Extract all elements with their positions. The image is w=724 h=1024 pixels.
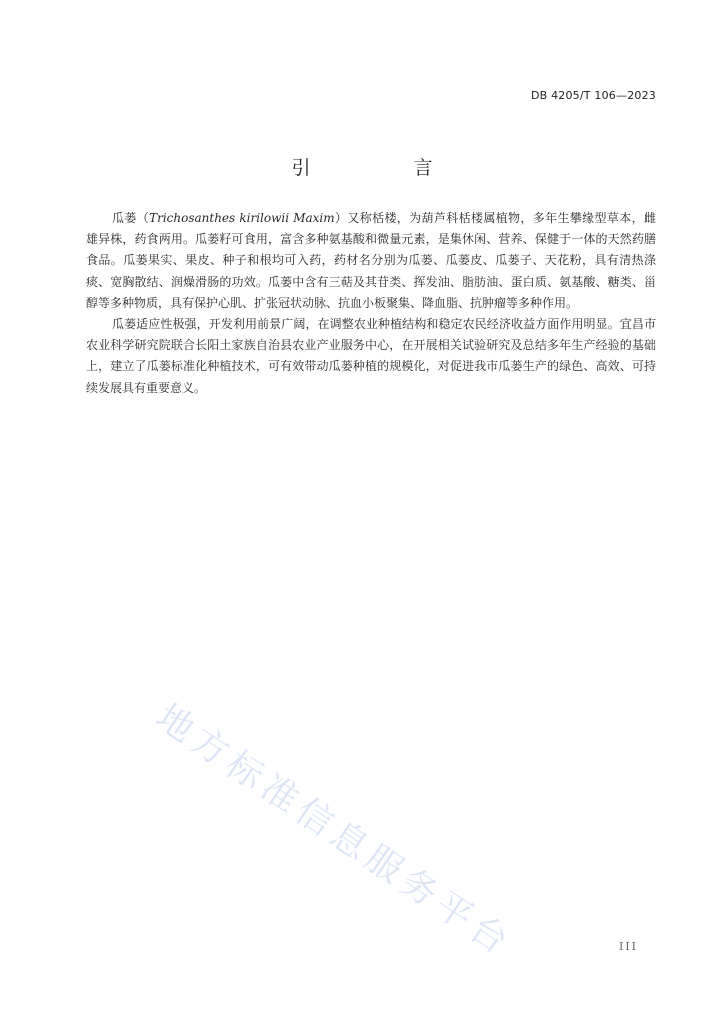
paragraph-1 (86, 208, 656, 314)
document-code: DB 4205/T 106—2023 (530, 89, 656, 102)
body-text (86, 208, 656, 399)
paragraph-1-pre: 瓜蒌（ (112, 211, 150, 225)
paragraph-2: 瓜蒌适应性极强，开发利用前景广阔，在调整农业种植结构和稳定农民经济收益方面作用明显。宜昌市农业科学研究院联合长阳土家族自治县农业产业服务中心，在开展相关试验研究及总结多年生产经验的基础上，建立了瓜蒌标准化种植技术，可有效带动瓜蒌种植的规模化，对促进我市瓜蒌生产的绿色、高效、可持续发展具有重要意义。 (86, 317, 656, 395)
paragraph-1-post: ）又称栝楼，为葫芦科栝楼属植物，多年生攀缘型草本，雌雄异株，药食两用。瓜蒌籽可食用，富含多种氨基酸和微量元素，是集休闲、营养、保健于一体的天然药膳食品。瓜蒌果实、果皮、种子和根均可入药，药材名分别为瓜蒌、瓜蒌皮、瓜蒌子、天花粉，具有清热涤痰、宽胸散结、润燥滑肠的功效。瓜蒌中含有三萜及其苷类、挥发油、脂肪油、蛋白质、氨基酸、糖类、甾醇等多种物质，具有保护心肌、扩张冠状动脉、抗血小板聚集、降血脂、抗肿瘤等多种作用。 (86, 211, 656, 310)
page-number: III (618, 940, 638, 953)
latin-name: Trichosanthes kirilowii Maxim (149, 211, 335, 225)
page-title: 引 言 (291, 157, 475, 179)
watermark: 地方标准信息服务平台 (148, 696, 520, 966)
